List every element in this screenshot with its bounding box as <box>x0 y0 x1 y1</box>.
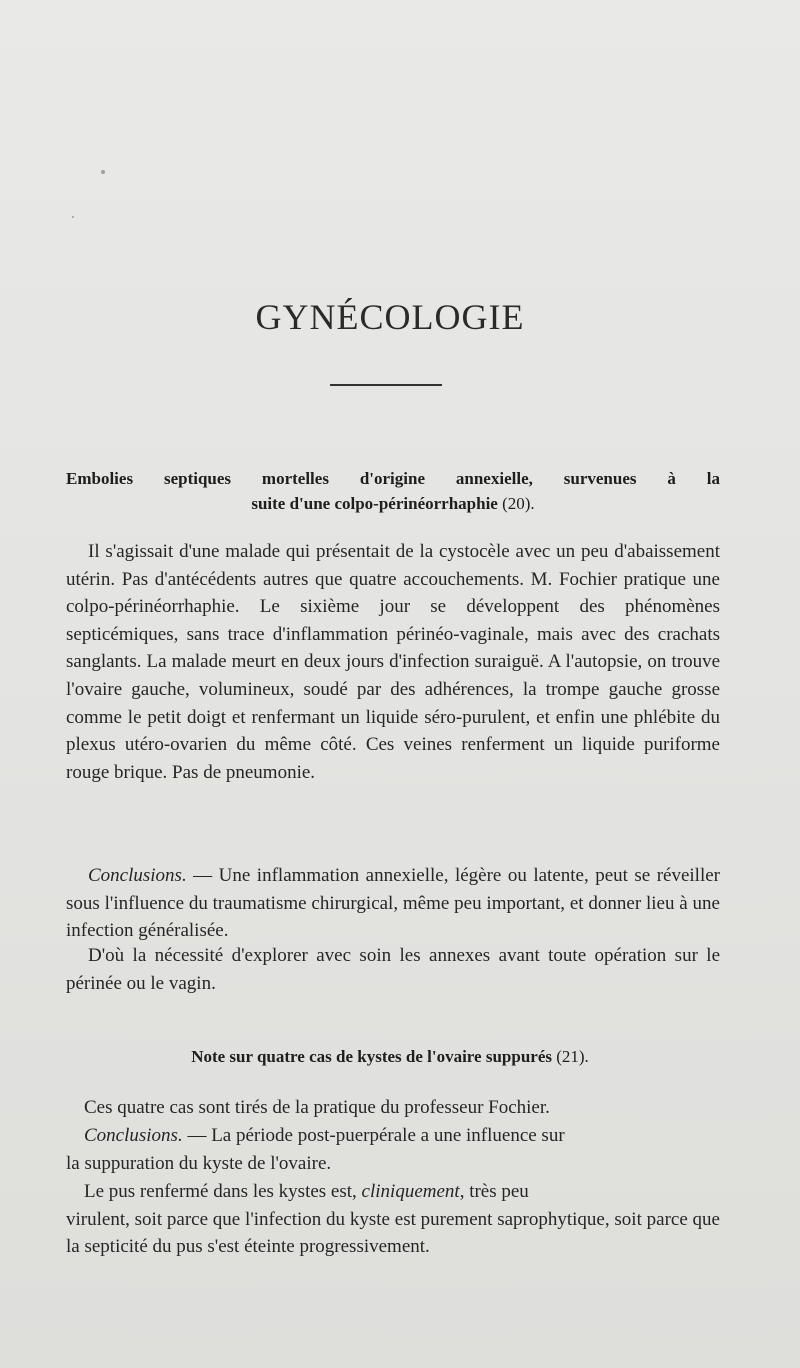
article-1-consequence: D'où la nécessité d'explorer avec soin les annexes avant toute opération sur le périnée ou le vagin. <box>66 945 720 994</box>
conclusions-text: — Une inflammation annexielle, légère ou latente, peut se réveiller sous l'influence du traumatisme chirurgical, même peu important, et donner lieu à une infection généralisée. <box>66 865 720 942</box>
article-2-heading-text: Note sur quatre cas de kystes de l'ovaire suppurés <box>191 1047 552 1066</box>
title-divider <box>330 384 442 386</box>
pus-emphasis: cliniquement <box>361 1181 460 1202</box>
article-1-heading-line-1: Embolies septiques mortelles d'origine annexielle, survenues à la <box>66 469 720 488</box>
article-1-conclusions <box>66 862 720 945</box>
pus-first-a: Le pus renfermé dans les kystes est, <box>84 1181 362 1202</box>
pus-rest: virulent, soit parce que l'infection du kyste est purement saprophytique, soit parce que la septicité du pus s'est éteinte progressivement. <box>66 1208 720 1258</box>
ink-speck <box>101 170 105 174</box>
conclusions-rest: la suppuration du kyste de l'ovaire. <box>66 1152 332 1174</box>
section-title: GYNÉCOLOGIE <box>255 297 525 337</box>
article-2-heading <box>70 1044 710 1069</box>
article-2-pus-paragraph <box>66 1178 720 1261</box>
article-2-conclusions <box>66 1122 720 1177</box>
ink-speck <box>72 216 74 218</box>
article-2-body: Ces quatre cas sont tirés de la pratique du professeur Fochier. <box>84 1097 550 1118</box>
conclusions-first-line: — La période post-puerpérale a une influence sur <box>182 1125 565 1146</box>
conclusions-label: Conclusions. <box>88 865 187 886</box>
article-2-reference: (21). <box>556 1047 589 1066</box>
article-1-heading <box>66 466 720 516</box>
conclusions-label: Conclusions. <box>84 1125 183 1146</box>
article-1-heading-text: suite d'une colpo-périnéorrhaphie <box>251 494 498 513</box>
article-1-body: Il s'agissait d'une malade qui présentait de la cystocèle avec un peu d'abaissement utérin. Pas d'antécédents autres que quatre accouchements. M. Fochier pratique une colpo-périnéorrhaphie. Le sixième jour se développent des phénomènes septicémiques, sans trace d'inflammation périnéo-vaginale, mais avec des crachats sanglants. La malade meurt en deux jours d'infection suraiguë. A l'autopsie, on trouve l'ovaire gauche, volumineux, soudé par des adhérences, la trompe gauche grosse comme le petit doigt et renfermant un liquide séro-purulent, et enfin une phlébite du plexus utéro-ovarien du même côté. Ces veines renferment un liquide puriforme rouge brique. Pas de pneumonie. <box>66 541 720 783</box>
pus-first-b: , très peu <box>459 1181 529 1202</box>
article-1-reference: (20). <box>502 494 535 513</box>
article-1-heading-line-2 <box>66 491 720 516</box>
